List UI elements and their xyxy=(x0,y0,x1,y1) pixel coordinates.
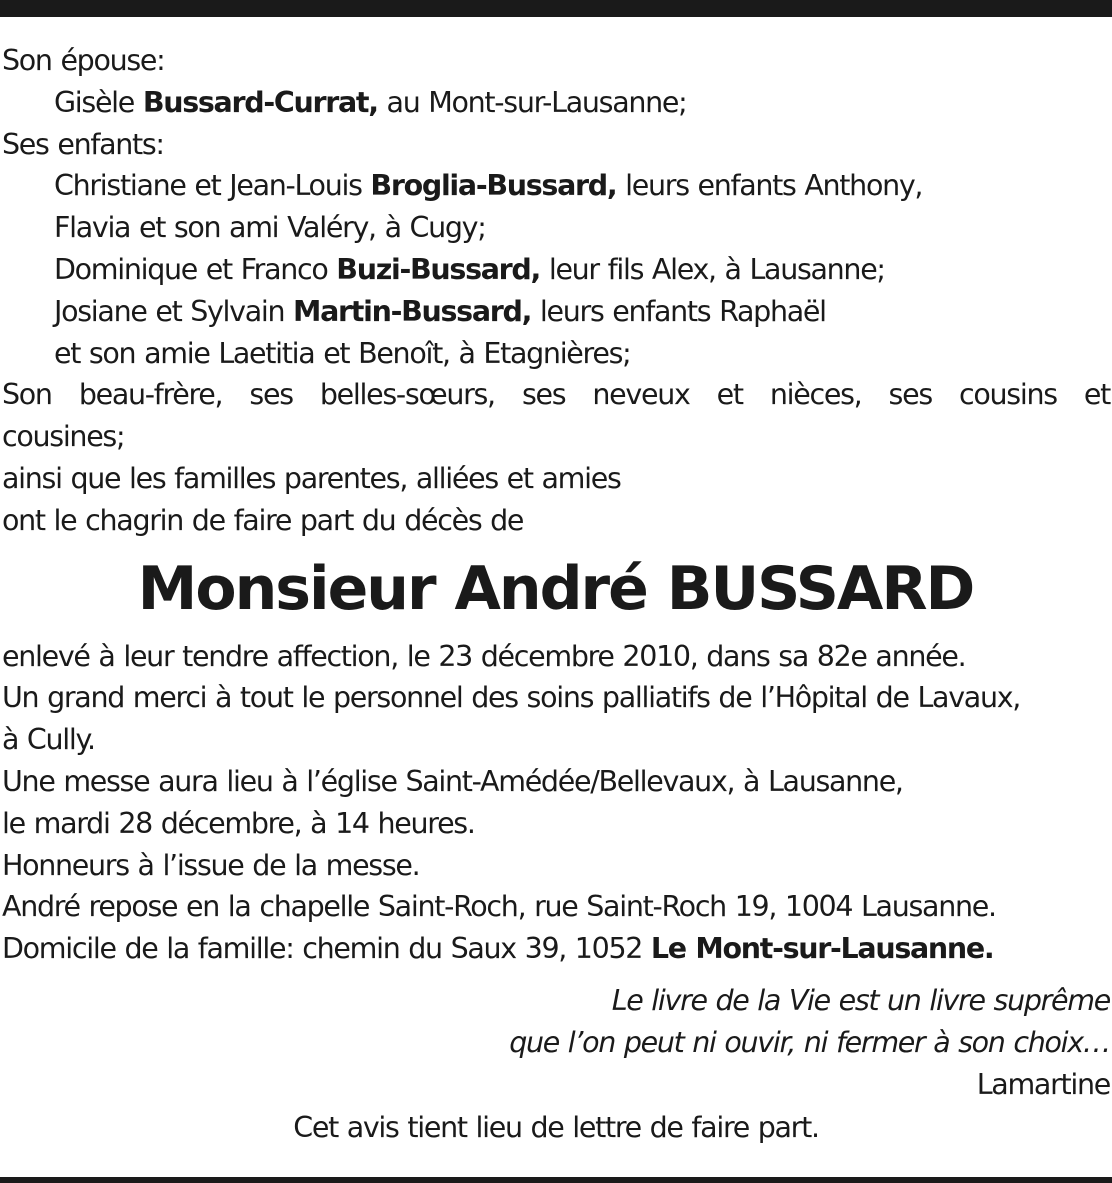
detail-line: Une messe aura lieu à l’église Saint-Amédée/Bellevaux, à Lausanne, xyxy=(2,764,903,798)
child-details: leurs enfants Anthony, xyxy=(616,169,923,203)
child-names: Christiane et Jean-Louis xyxy=(54,169,371,203)
child-names: Josiane et Sylvain xyxy=(54,294,294,328)
bottom-rule xyxy=(0,1177,1112,1183)
child-surname: Buzi-Bussard, xyxy=(336,252,541,286)
quote-line: Le livre de la Vie est un livre suprême xyxy=(611,983,1110,1017)
detail-line: à Cully. xyxy=(2,723,95,757)
obituary-notice xyxy=(2,40,1110,1149)
domicile-line xyxy=(2,928,1110,970)
relatives-line: Son beau-frère, ses belles-sœurs, ses neveux et nièces, ses cousins et xyxy=(2,378,1110,412)
child-details: leurs enfants Raphaël xyxy=(531,294,826,328)
relatives-line-continued: cousines; xyxy=(2,420,125,454)
child-surname: Broglia-Bussard, xyxy=(370,169,617,203)
spouse-residence: au Mont-sur-Lausanne; xyxy=(377,85,687,119)
child-line-continued: Flavia et son ami Valéry, à Cugy; xyxy=(54,211,486,245)
closing-line: Cet avis tient lieu de lettre de faire part. xyxy=(293,1111,819,1145)
domicile-town: Le Mont-sur-Lausanne. xyxy=(650,932,994,966)
detail-line: enlevé à leur tendre affection, le 23 décembre 2010, dans sa 82e année. xyxy=(2,639,966,673)
detail-line: Un grand merci à tout le personnel des soins palliatifs de l’Hôpital de Lavaux, xyxy=(2,681,1021,715)
detail-line: Honneurs à l’issue de la messe. xyxy=(2,848,420,882)
child-line xyxy=(2,165,1110,207)
detail-line: André repose en la chapelle Saint-Roch, rue Saint-Roch 19, 1004 Lausanne. xyxy=(2,890,996,924)
children-heading: Ses enfants: xyxy=(2,127,164,161)
spouse-line xyxy=(2,82,1110,124)
domicile-address: Domicile de la famille: chemin du Saux 39, 1052 xyxy=(2,932,651,966)
child-details: leur fils Alex, à Lausanne; xyxy=(540,252,885,286)
spouse-first-name: Gisèle xyxy=(54,85,143,119)
quote-line: que l’on peut ni ouvir, ni fermer à son choix… xyxy=(509,1025,1110,1059)
detail-line: le mardi 28 décembre, à 14 heures. xyxy=(2,806,475,840)
child-surname: Martin-Bussard, xyxy=(293,294,532,328)
child-line xyxy=(2,291,1110,333)
families-line: ainsi que les familles parentes, alliées et amies xyxy=(2,461,621,495)
quote-author: Lamartine xyxy=(976,1067,1110,1101)
child-line-continued: et son amie Laetitia et Benoît, à Etagnières; xyxy=(54,336,631,370)
spouse-heading: Son épouse: xyxy=(2,44,165,77)
deceased-name: Monsieur André BUSSARD xyxy=(137,553,974,624)
top-rule xyxy=(0,0,1112,17)
spouse-surname: Bussard-Currat, xyxy=(142,85,378,119)
child-line xyxy=(2,249,1110,291)
announcement-line: ont le chagrin de faire part du décès de xyxy=(2,503,524,537)
child-names: Dominique et Franco xyxy=(54,252,337,286)
